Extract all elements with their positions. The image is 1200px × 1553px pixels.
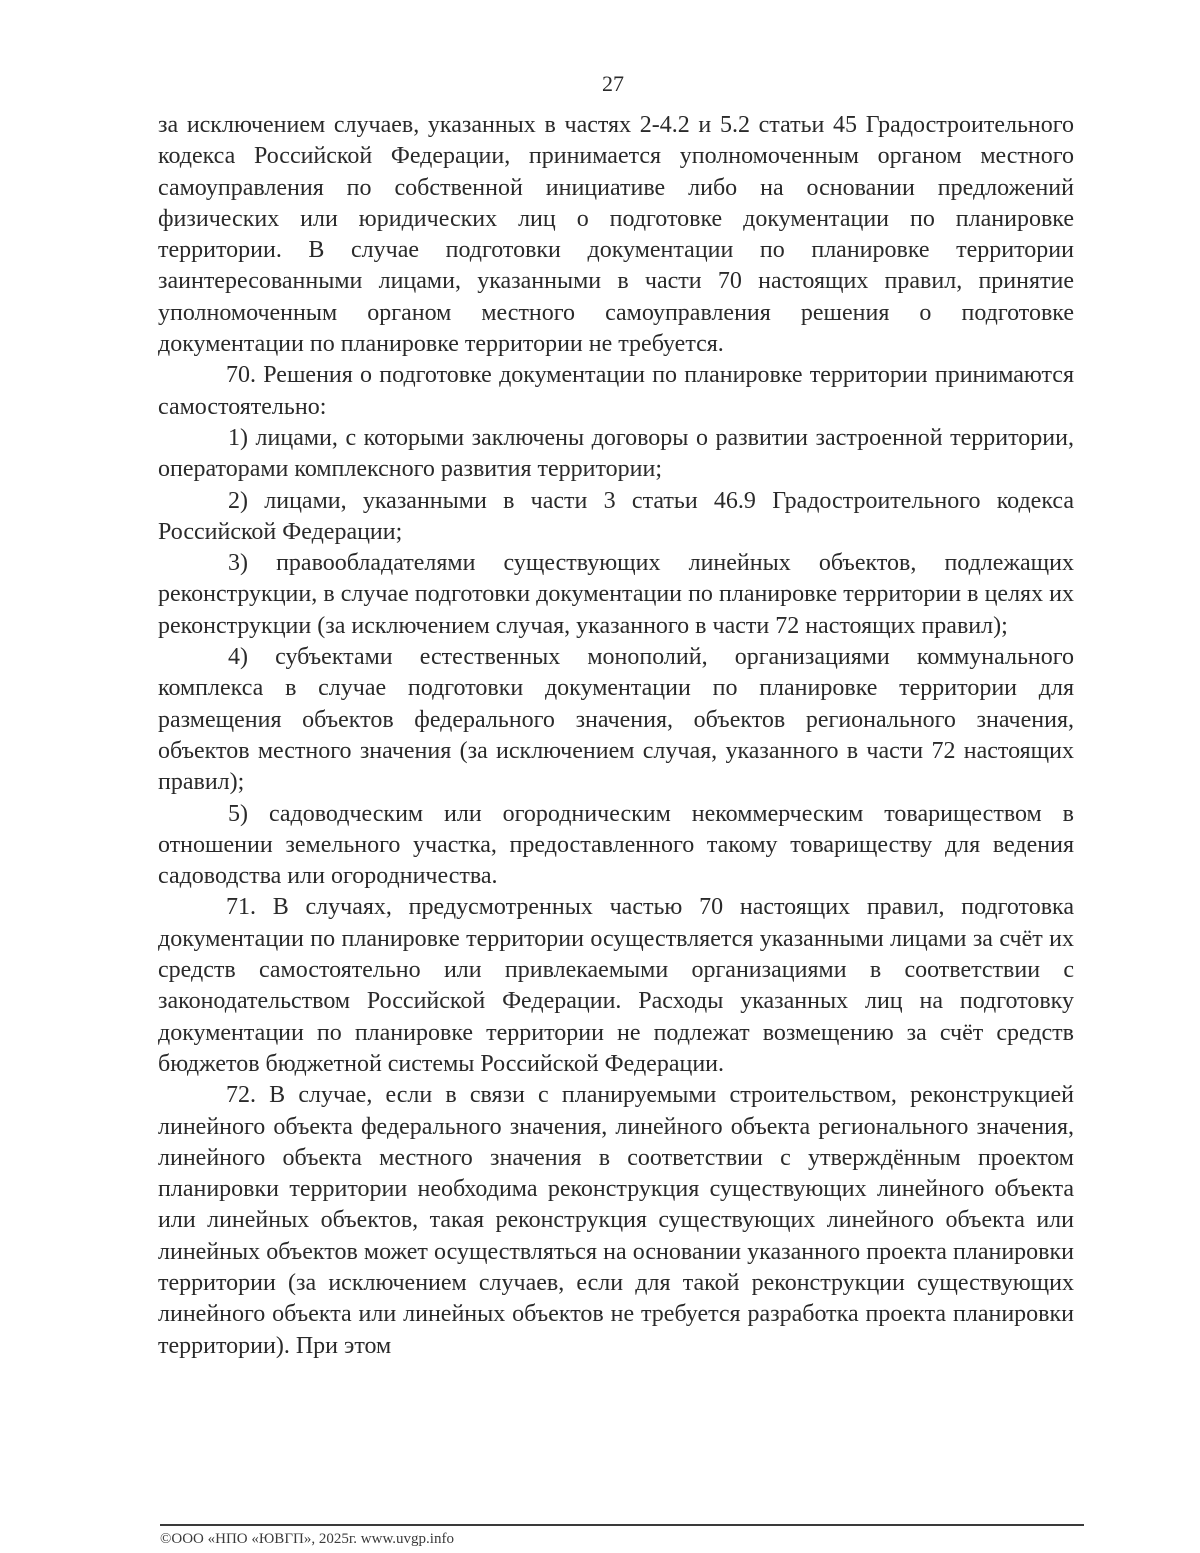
list-item-1: 1) лицами, с которыми заключены договоры о развитии застроенной территории, операторами комплексного развития территории;	[158, 424, 1074, 483]
list-item-3: 3) правообладателями существующих линейных объектов, подлежащих реконструкции, в случае подготовки документации по планировке территории в целях их реконструкции (за исключением случая, указанного в части 72 настоящих правил);	[158, 550, 1074, 639]
paragraph-continuation: за исключением случаев, указанных в частях 2-4.2 и 5.2 статьи 45 Градостроительного кодекса Российской Федерации, принимается уполномоченным органом местного самоуправления по собственной инициативе либо на основании предложений физических или юридических лиц о подготовке документации по планировке территории. В случае подготовки документации по планировке территории заинтересованными лицами, указанными в части 70 настоящих правил, принятие уполномоченным органом местного самоуправления решения о подготовке документации по планировке территории не требуется.	[158, 112, 1074, 358]
list-item-5: 5) садоводческим или огородническим некоммерческим товариществом в отношении земельного участка, предоставленного такому товариществу для ведения садоводства или огородничества.	[158, 800, 1074, 890]
list-item-2: 2) лицами, указанными в части 3 статьи 46.9 Градостроительного кодекса Российской Федерации;	[158, 487, 1074, 545]
paragraph-70: 70. Решения о подготовке документации по планировке территории принимаются самостоятельно:	[158, 362, 1074, 420]
list-item-4: 4) субъектами естественных монополий, организациями коммунального комплекса в случае подготовки документации по планировке территории для размещения объектов федерального значения, объектов регионального значения, объектов местного значения (за исключением случая, указанного в части 72 настоящих правил);	[158, 644, 1074, 796]
document-body	[158, 110, 1074, 1362]
footer-divider	[160, 1524, 1084, 1526]
page-number: 27	[602, 71, 624, 96]
paragraph-72: 72. В случае, если в связи с планируемыми строительством, реконструкцией линейного объекта федерального значения, линейного объекта регионального значения, линейного объекта местного значения в соответствии с утверждённым проектом планировки территории необходима реконструкция существующих линейного объекта или линейных объектов, такая реконструкция существующих линейного объекта или линейных объектов может осуществляться на основании указанного проекта планировки территории (за исключением случаев, если для такой реконструкции существующих линейного объекта или линейных объектов не требуется разработка проекта планировки территории). При этом	[158, 1082, 1074, 1359]
footer-copyright: ©ООО «НПО «ЮВГП», 2025г. www.uvgp.info	[160, 1531, 454, 1547]
paragraph-71: 71. В случаях, предусмотренных частью 70 настоящих правил, подготовка документации по планировке территории осуществляется указанными лицами за счёт их средств самостоятельно или привлекаемыми организациями в соответствии с законодательством Российской Федерации. Расходы указанных лиц на подготовку документации по планировке территории не подлежат возмещению за счёт средств бюджетов бюджетной системы Российской Федерации.	[158, 894, 1074, 1077]
